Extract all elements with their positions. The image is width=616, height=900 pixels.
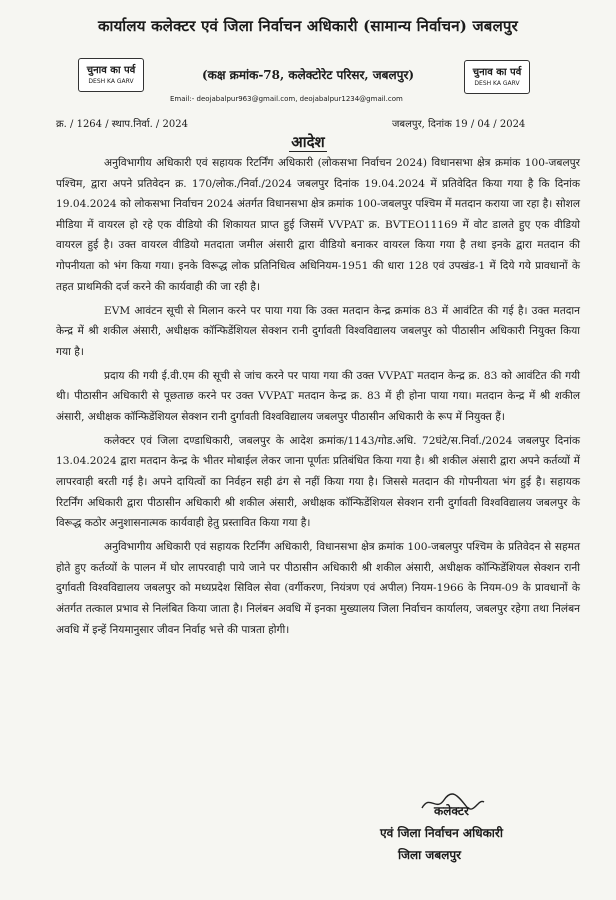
reference-date: जबलपुर, दिनांक 19 / 04 / 2024	[392, 119, 526, 130]
paragraph-5: अनुविभागीय अधिकारी एवं सहायक रिटर्निंग अधिकारी, विधानसभा क्षेत्र क्रमांक 100-जबलपुर पश्चिम के प्रतिवेदन से सहमत होते हुए कर्तव्यों के पालन में घोर लापरवाही पाये जाने पर पीठासीन अधिकारी श्री शकील अंसारी, अधीक्षक कॉन्फिडेंशियल सेक्शन रानी दुर्गावती विश्वविद्यालय जबलपुर को मध्यप्रदेश सिविल सेवा (वर्गीकरण, नियंत्रण एवं अपील) नियम-1966 के नियम-09 के प्रावधानों के अंतर्गत तत्काल प्रभाव से निलंबित किया जाता है। निलंबन अवधि में इनका मुख्यालय जिला निर्वाचन कार्यालय, जबलपुर रहेगा तथा निलंबन अवधि में इन्हें नियमानुसार जीवन निर्वाह भत्ते की पात्रता होगी।	[56, 541, 580, 636]
office-address: (कक्ष क्रमांक-78, कलेक्टोरेट परिसर, जबलपुर)	[201, 68, 415, 82]
signatory-district: जिला जबलपुर	[398, 848, 462, 862]
signatory-designation: एवं जिला निर्वाचन अधिकारी	[380, 826, 503, 840]
order-title-text: आदेश	[291, 133, 325, 151]
office-heading: कार्यालय कलेक्टर एवं जिला निर्वाचन अधिकारी (सामान्य निर्वाचन) जबलपुर	[98, 17, 518, 35]
paragraph-2: EVM आवंटन सूची से मिलान करने पर पाया गया कि उक्त मतदान केन्द्र क्रमांक 83 में आवंटित की गई है। उक्त मतदान केन्द्र में श्री शकील अंसारी, अधीक्षक कॉन्फिडेंशियल सेक्शन रानी दुर्गावती विश्वविद्यालय जबलपुर को पीठासीन अधिकारी नियुक्त किया गया है।	[56, 304, 580, 358]
signature-block	[380, 800, 580, 866]
election-logo-right	[464, 60, 530, 94]
logo-left-hindi-text: चुनाव का पर्व	[86, 65, 136, 76]
paragraph-3: प्रदाय की गयी ई.वी.एम की सूची से जांच करने पर पाया गया की उक्त VVPAT मतदान केन्द्र क्र. 83 को आवंटित की गयी थी। पीठासीन अधिकारी से पूछताछ करने पर उक्त VVPAT मतदान केन्द्र क्र. 83 में ही होना पाया गया। मतदान केन्द्र में श्री शकील अंसारी, अधीक्षक कॉन्फिडेंशियल सेक्शन रानी दुर्गावती विश्वविद्यालय जबलपुर पीठासीन अधिकारी के रूप में नियुक्त हैं।	[56, 369, 580, 423]
paragraph-1: अनुविभागीय अधिकारी एवं सहायक रिटर्निंग अधिकारी (लोकसभा निर्वाचन 2024) विधानसभा क्षेत्र क्रमांक 100-जबलपुर पश्चिम, द्वारा अपने प्रतिवेदन क्र. 170/लोक./निर्वा./2024 जबलपुर दिनांक 19.04.2024 में प्रतिवेदित किया गया है कि दिनांक 19.04.2024 को लोकसभा निर्वाचन 2024 अंतर्गत विधानसभा क्षेत्र क्रमांक 100-जबलपुर पश्चिम में मतदान कराया जा रहा है। सोशल मीडिया में वायरल हो रहे एक वीडियो की शिकायत प्राप्त हुई जिसमें VVPAT क्र. BVTEO11169 में वोट डालते हुए एक वीडियो वायरल हुई है। उक्त वायरल वीडियो मतदाता जमील अंसारी द्वारा वीडियो बनाकर वायरल किया गया है तथा इनके द्वारा मतदान की गोपनीयता को भंग किया गया। इनके विरूद्ध लोक प्रतिनिधित्व अधिनियम-1951 की धारा 128 एवं उपखंड-1 में दिये गये प्रावधानों के तहत प्राथमिकी दर्ज करने की कार्यवाही की जा रही है।	[56, 157, 580, 293]
office-email: Email:- deojabalpur963@gmail.com, deojabalpur1234@gmail.com	[170, 95, 403, 103]
order-body	[56, 153, 580, 644]
logo-right-english-text: DESH KA GARV	[474, 80, 520, 87]
paragraph-4: कलेक्टर एवं जिला दण्डाधिकारी, जबलपुर के आदेश क्रमांक/1143/गोड.अधि. 72घंटे/स.निर्वा./2024 जबलपुर दिनांक 13.04.2024 द्वारा मतदान केन्द्र के भीतर मोबाईल लेकर जाना पूर्णतः प्रतिबंधित किया गया है। श्री शकील अंसारी द्वारा अपने कर्तव्यों में लापरवाही बरती गई है। अपने दायित्वों का निर्वहन सही ढंग से नहीं किया गया है। जिससे मतदान की गोपनीयता भंग हुई है। सहायक रिटर्निंग अधिकारी द्वारा पीठासीन अधिकारी श्री शकील अंसारी, अधीक्षक कॉन्फिडेंशियल सेक्शन रानी दुर्गावती विश्वविद्यालय जबलपुर के विरूद्ध कठोर अनुशासनात्मक कार्यवाही हेतु प्रस्तावित किया गया है।	[56, 434, 580, 530]
signatory-title: कलेक्टर	[434, 804, 469, 818]
logo-right-hindi-text: चुनाव का पर्व	[472, 67, 522, 78]
order-title	[0, 132, 616, 152]
logo-left-english-text: DESH KA GARV	[88, 78, 134, 85]
reference-number: क्र. / 1264 / स्थाप.निर्वा. / 2024	[56, 119, 188, 130]
